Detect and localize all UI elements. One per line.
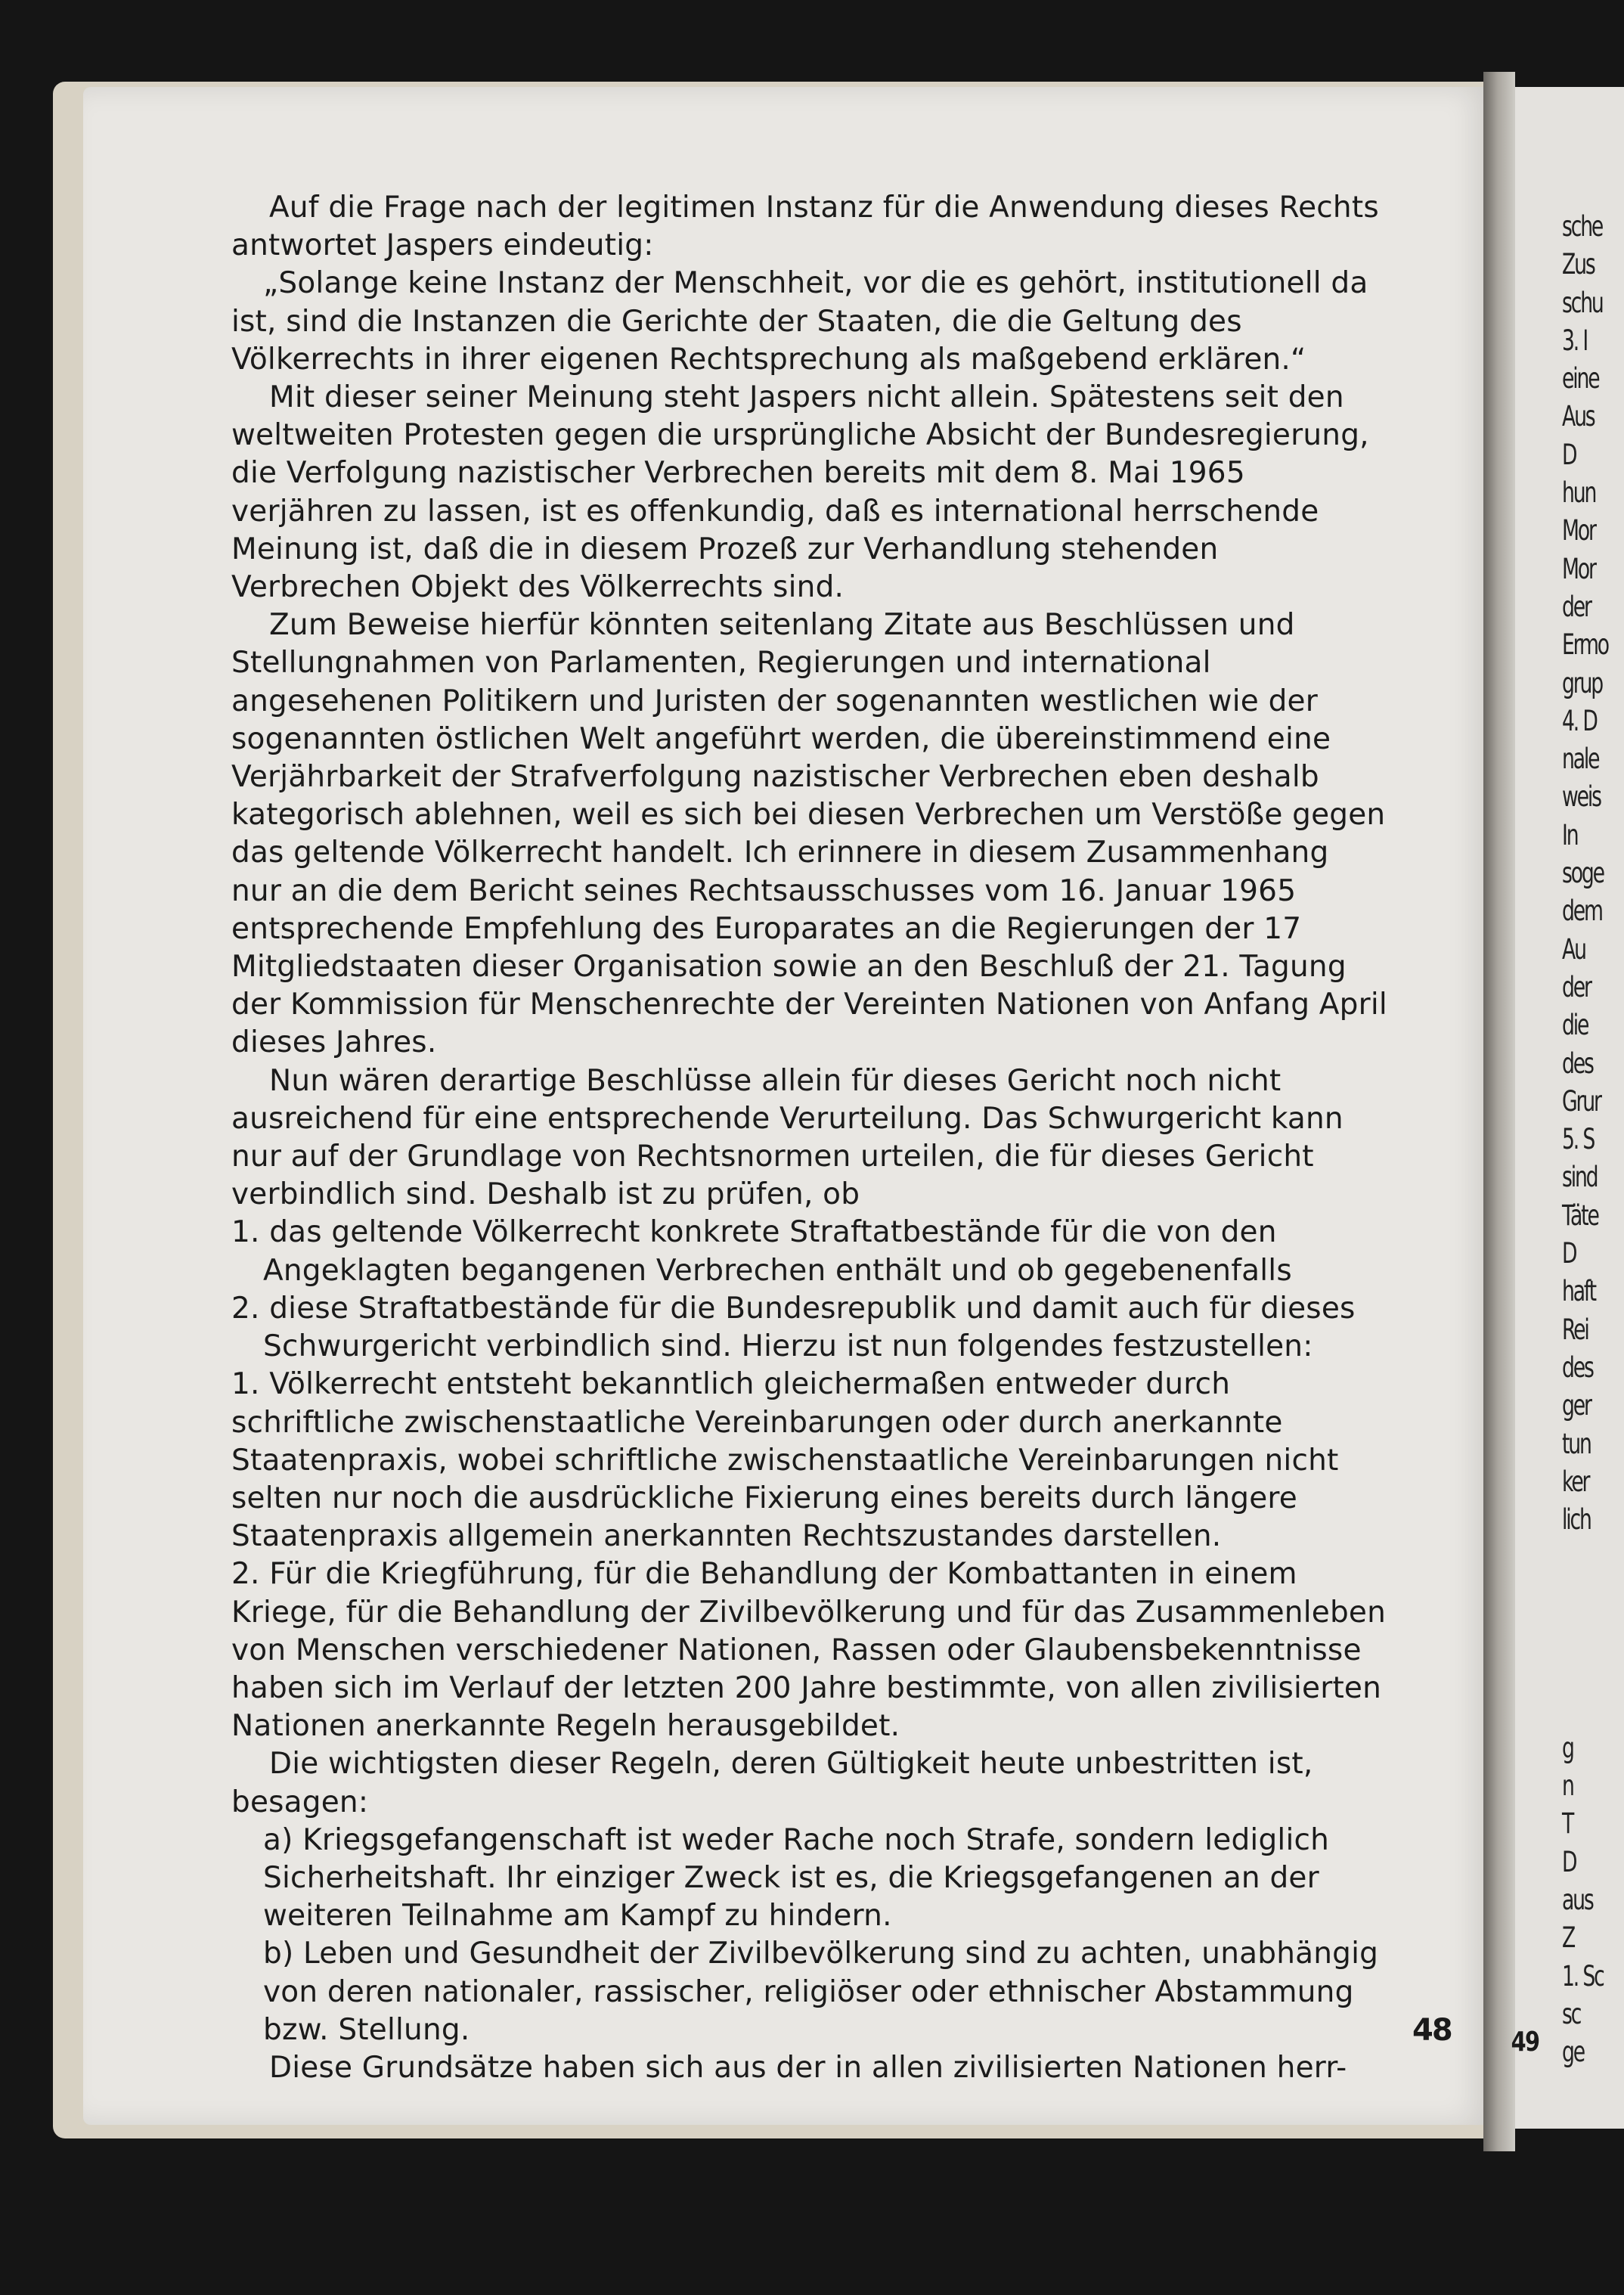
edge-line: die — [1562, 1009, 1588, 1042]
edge-line — [1562, 1692, 1608, 1729]
edge-line: sche — [1562, 210, 1603, 243]
edge-line: des — [1562, 1351, 1593, 1384]
edge-line: ker — [1562, 1465, 1589, 1498]
edge-line — [1562, 1539, 1608, 1577]
paragraph: b) Leben und Gesundheit der Zivilbevölkerung sind zu achten, unabhängig von deren nationaler, rassischer, religiöser oder ethnischer Abstammung bzw. Stellung. — [263, 1937, 1379, 2047]
paragraph: Diese Grundsätze haben sich aus der in allen zivilisierten Nationen herr- — [269, 2050, 1347, 2085]
edge-line: ger — [1562, 1389, 1591, 1422]
paragraph: „Solange keine Instanz der Menschheit, vor die es gehört, institutionell da ist, sind die Instanzen die Gerichte der Staaten, die die Geltung des Völkerrechts in ihrer eigenen Rechtsprechung als maßgebend erklären.“ — [231, 266, 1368, 377]
edge-line: soge — [1562, 857, 1604, 890]
edge-line: Z — [1562, 1921, 1575, 1955]
edge-line: 1. Sc — [1562, 1959, 1604, 1993]
right-page-edge-text — [1562, 208, 1608, 2072]
paragraph: Zum Beweise hierfür könnten seitenlang Zitate aus Beschlüssen und Stellungnahmen von Parlamenten, Regierungen und international angesehenen Politikern und Juristen der sogenannten westlichen wie der sogenannten östlichen Welt angeführt werden, die übereinstimmend eine Verjährbarkeit der Strafverfolgung nazistischer Verbrechen eben deshalb kategorisch ablehnen, weil es sich bei diesen Verbrechen um Verstöße gegen das geltende Völkerrecht handelt. Ich erinnere in diesem Zusammenhang nur an die dem Bericht seines Rechtsausschusses vom 16. Januar 1965 entsprechende Empfehlung des Europarates an die Regierungen der 17 Mitgliedstaaten dieser Organisation sowie an den Beschluß der 21. Tagung der Kommission für Menschenrechte der Vereinten Nationen von Anfang April dieses Jahres. — [231, 608, 1387, 1060]
edge-line: Täte — [1562, 1199, 1598, 1232]
paragraph: 1. das geltende Völkerrecht konkrete Straftatbestände für die von den Angeklagten begangenen Verbrechen enthält und ob gegebenenfalls — [231, 1215, 1292, 1288]
edge-line: Zus — [1562, 248, 1595, 281]
edge-line: lich — [1562, 1503, 1591, 1537]
edge-line: sc — [1562, 1997, 1581, 2030]
paragraph: 2. Für die Kriegführung, für die Behandlung der Kombattanten in einem Kriege, für die Behandlung der Zivilbevölkerung und für das Zusammenleben von Menschen verschiedener Nationen, Rassen oder Glaubensbekenntnisse haben sich im Verlauf der letzten 200 Jahre bestimmte, von allen zivilisierten Nationen anerkannte Regeln herausgebildet. — [231, 1557, 1387, 1744]
edge-line — [1562, 1577, 1608, 1615]
edge-line: Ermo — [1562, 628, 1608, 662]
edge-line: 5. S — [1562, 1123, 1595, 1156]
edge-line: grup — [1562, 666, 1603, 699]
paragraph: Mit dieser seiner Meinung steht Jaspers nicht allein. Spätestens seit den weltweiten Protesten gegen die ursprüngliche Absicht der Bundesregierung, die Verfolgung nazistischer Verbrechen bereits mit dem 8. Mai 1965 verjähren zu lassen, ist es offenkundig, daß es international herrschende Meinung ist, daß die in diesem Prozeß zur Verhandlung stehenden Verbrechen Objekt des Völkerrechts sind. — [231, 380, 1369, 605]
edge-line: D — [1562, 438, 1576, 471]
page-number-left: 48 — [1412, 2013, 1452, 2048]
edge-line: aus — [1562, 1884, 1593, 1917]
edge-line: D — [1562, 1237, 1576, 1270]
edge-line: nale — [1562, 743, 1599, 776]
edge-line: Mor — [1562, 552, 1595, 585]
right-page — [1515, 87, 1624, 2129]
edge-line: Rei — [1562, 1313, 1588, 1346]
book-spine — [1483, 72, 1515, 2151]
edge-line: 3. I — [1562, 324, 1588, 357]
edge-line: der — [1562, 970, 1591, 1003]
edge-line: n — [1562, 1769, 1573, 1803]
edge-line: D — [1562, 1845, 1576, 1878]
edge-line: schu — [1562, 286, 1603, 319]
edge-line: In — [1562, 818, 1578, 851]
paragraph: 2. diese Straftatbestände für die Bundesrepublik und damit auch für dieses Schwurgericht verbindlich sind. Hierzu ist nun folgendes festzustellen: — [231, 1291, 1356, 1364]
edge-line: 4. D — [1562, 704, 1597, 737]
edge-line: T — [1562, 1807, 1573, 1841]
edge-line: ge — [1562, 2036, 1584, 2069]
left-page-body-text — [231, 189, 1388, 2087]
edge-line: des — [1562, 1047, 1593, 1080]
edge-line — [1562, 1653, 1608, 1691]
edge-line: dem — [1562, 895, 1602, 928]
edge-line: Grur — [1562, 1084, 1601, 1118]
paragraph: a) Kriegsgefangenschaft ist weder Rache noch Strafe, sondern lediglich Sicherheitshaft. Ihr einziger Zweck ist es, die Kriegsgefangenen an der weiteren Teilnahme am Kampf zu hindern. — [263, 1822, 1330, 1934]
paragraph: Die wichtigsten dieser Regeln, deren Gültigkeit heute unbestritten ist, besagen: — [231, 1747, 1313, 1819]
edge-line: haft — [1562, 1275, 1595, 1308]
edge-line: der — [1562, 590, 1591, 623]
page-number-right: 49 — [1511, 2027, 1539, 2058]
paragraph: Nun wären derartige Beschlüsse allein für dieses Gericht noch nicht ausreichend für eine entsprechende Verurteilung. Das Schwurgericht kann nur auf der Grundlage von Rechtsnormen urteilen, die für dieses Gericht verbindlich sind. Deshalb ist zu prüfen, ob — [231, 1063, 1344, 1212]
edge-line: eine — [1562, 362, 1599, 395]
paragraph: 1. Völkerrecht entsteht bekanntlich gleichermaßen entweder durch schriftliche zwischenstaatliche Vereinbarungen oder durch anerkannte Staatenpraxis, wobei schriftliche zwischenstaatliche Vereinbarungen nicht selten nur noch die ausdrückliche Fixierung eines bereits durch längere Staatenpraxis allgemein anerkannten Rechtszustandes darstellen. — [231, 1367, 1339, 1554]
edge-line: weis — [1562, 780, 1601, 814]
edge-line: g — [1562, 1731, 1573, 1764]
edge-line: Aus — [1562, 400, 1595, 433]
edge-line — [1562, 1615, 1608, 1653]
edge-line: sind — [1562, 1161, 1598, 1194]
paragraph: Auf die Frage nach der legitimen Instanz für die Anwendung dieses Rechts antwortet Jaspers eindeutig: — [231, 191, 1379, 263]
edge-line: Mor — [1562, 514, 1595, 547]
edge-line: Au — [1562, 932, 1585, 966]
edge-line: hun — [1562, 476, 1596, 510]
edge-line: tun — [1562, 1427, 1591, 1460]
